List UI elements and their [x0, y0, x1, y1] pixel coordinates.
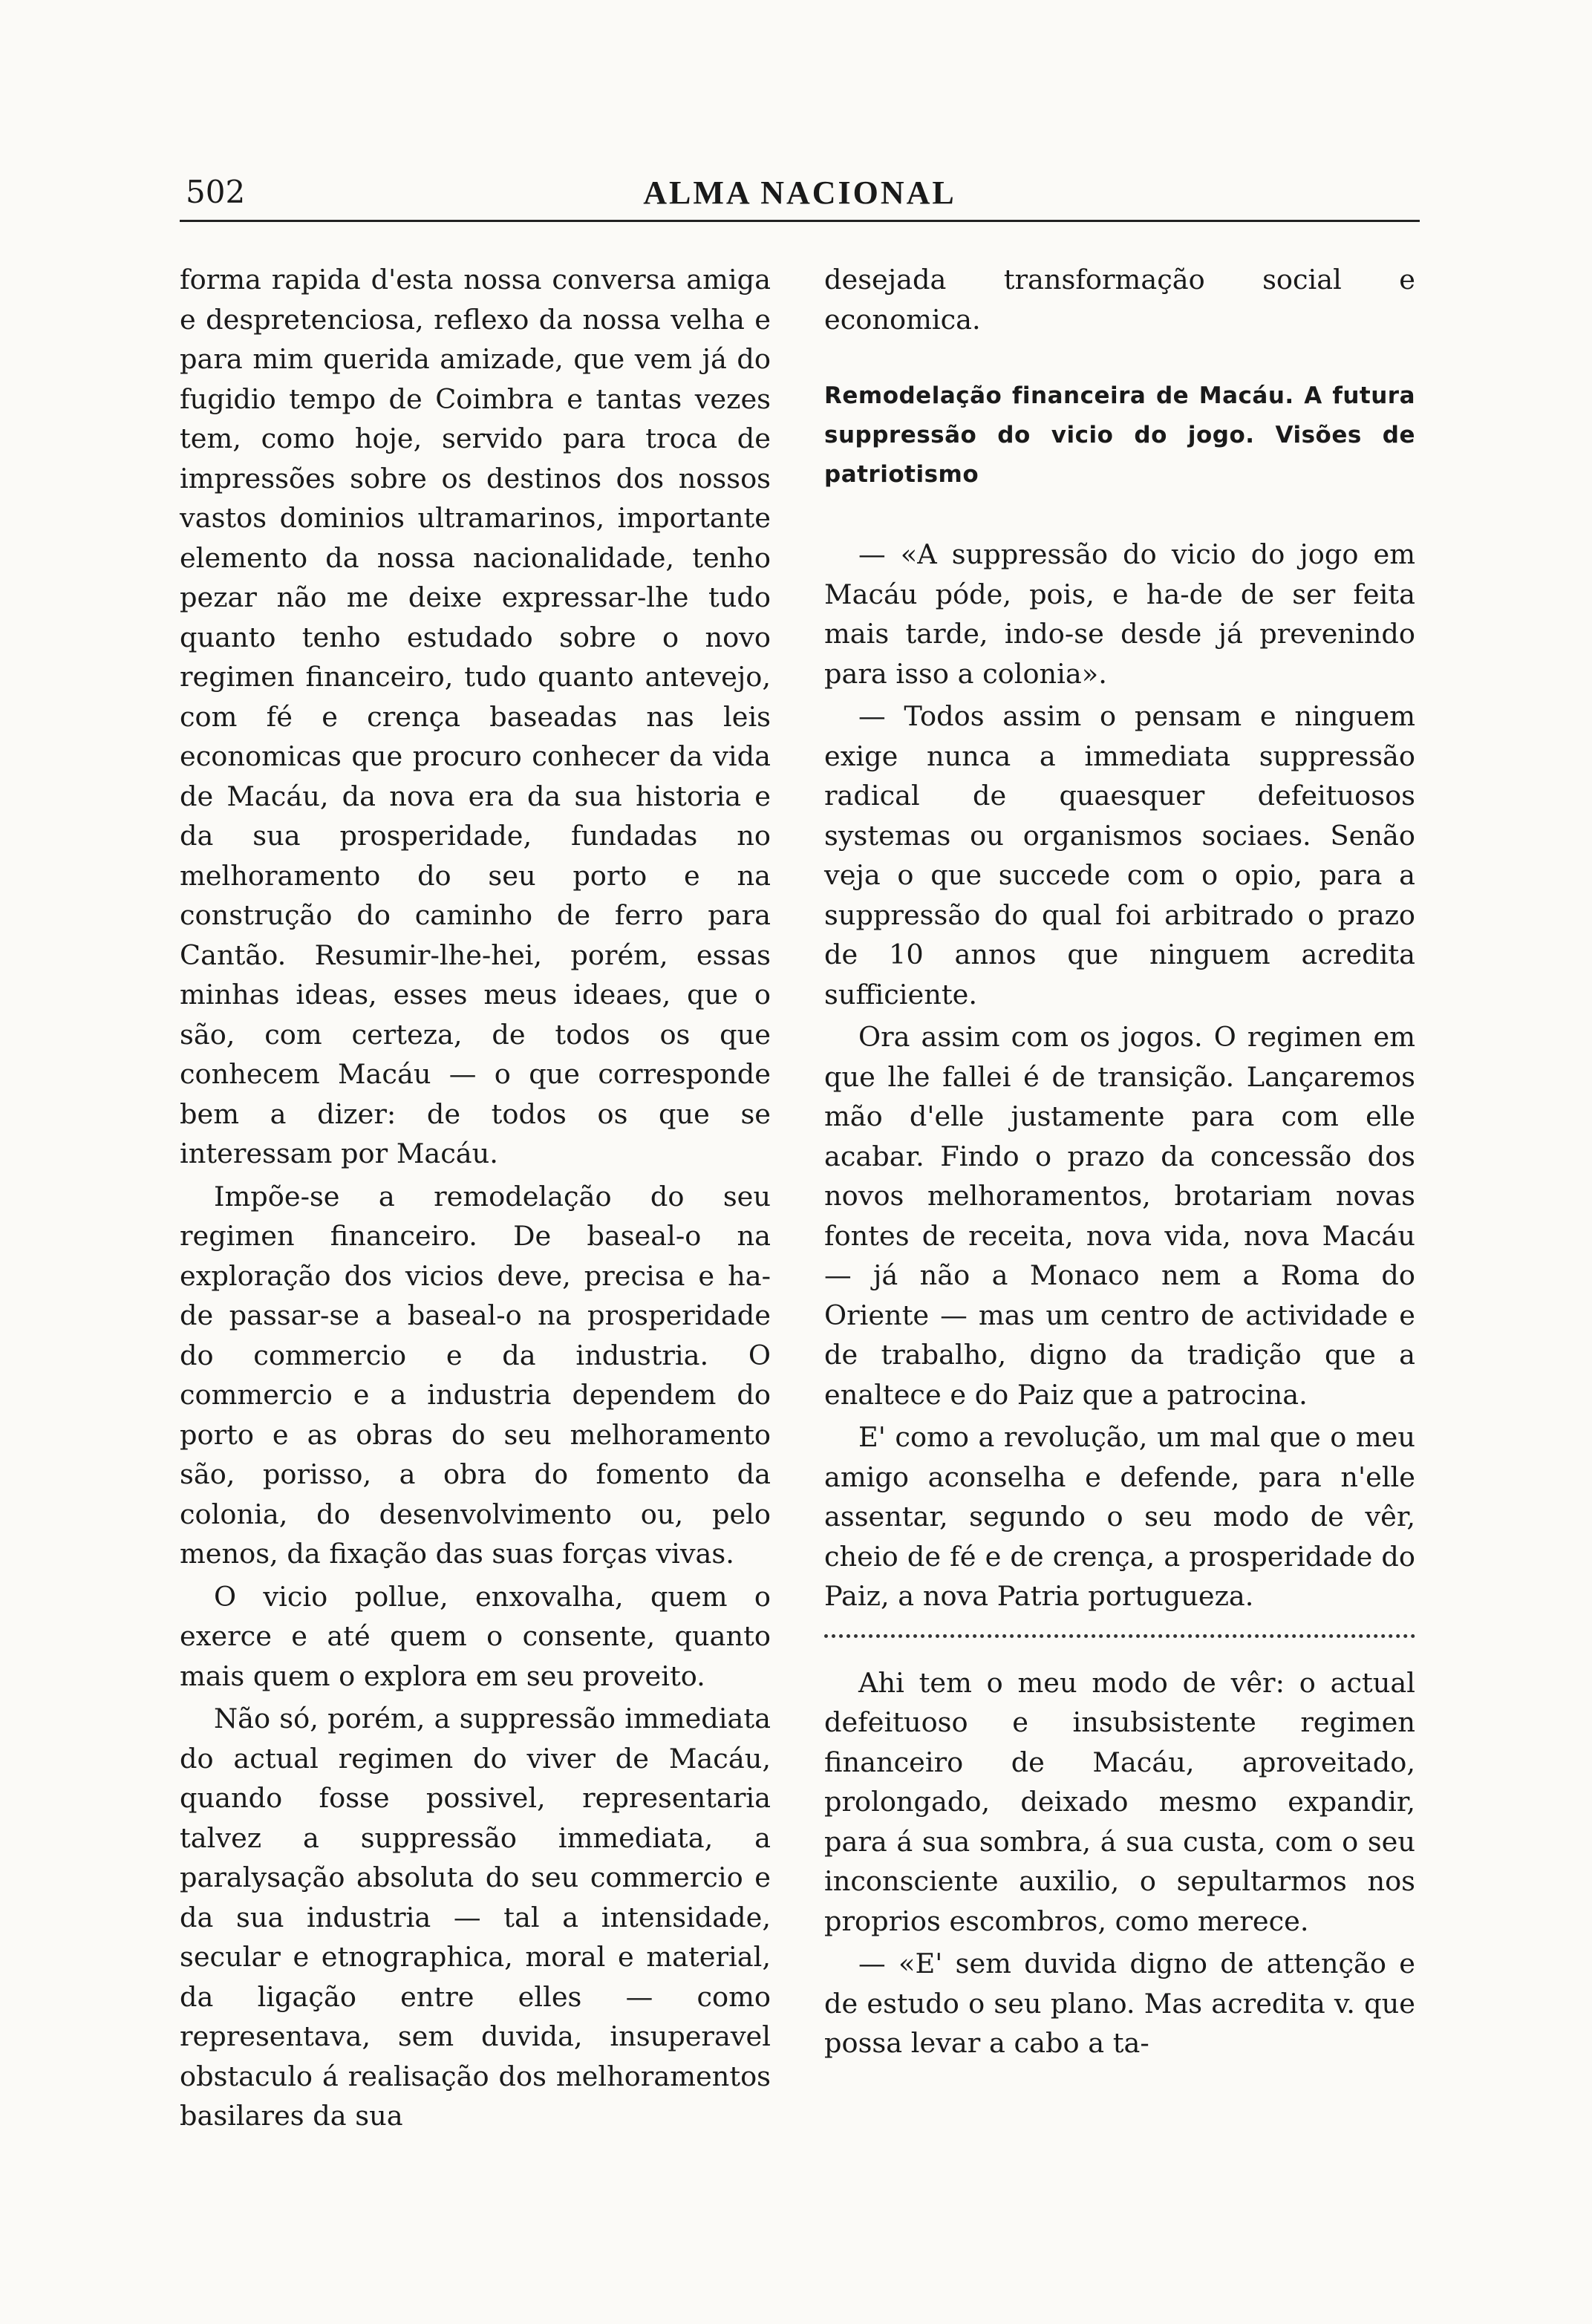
paragraph: O vicio pollue, enxovalha, quem o exerce e até quem o consente, quanto mais quem o explora em seu proveito. — [180, 1580, 771, 1692]
header-rule — [180, 220, 1420, 222]
paragraph: — «A suppressão do vicio do jogo em Macáu póde, pois, e ha-de de ser feita mais tarde, indo-se desde já prevenindo para isso a colonia». — [824, 538, 1415, 690]
left-column — [180, 260, 771, 2139]
paragraph: — Todos assim o pensam e ninguem exige nunca a immediata suppressão radical de quaesquer defeituosos systemas ou organismos sociaes. Senão veja o que succede com o opio, para a suppressão do qual foi arbitrado o prazo de 10 annos que ninguem acredita sufficiente. — [824, 700, 1415, 1011]
paragraph: — «E' sem duvida digno de attenção e de estudo o seu plano. Mas acredita v. que possa levar a cabo a ta- — [824, 1948, 1415, 2059]
page-header — [180, 171, 1420, 224]
paragraph: Impõe-se a remodelação do seu regimen financeiro. De baseal-o na exploração dos vicios deve, precisa e ha-de passar-se a baseal-o na prosperidade do commercio e da industria. O commercio e a industria dependem do porto e as obras do seu melhoramento são, porisso, a obra do fomento da colonia, do desenvolvimento ou, pelo menos, da fixação das suas forças vivas. — [180, 1180, 771, 1570]
paragraph: Ora assim com os jogos. O regimen em que lhe fallei é de transição. Lançaremos mão d'elle justamente para com elle acabar. Findo o prazo da concessão dos novos melhoramentos, brotariam novas fontes de receita, nova vida, nova Macáu — já não a Monaco nem a Roma do Oriente — mas um centro de actividade e de trabalho, digno da tradição que a enaltece e do Paiz que a patrocina. — [824, 1021, 1415, 1411]
paragraph: Não só, porém, a suppressão immediata do actual regimen do viver de Macáu, quando fosse possivel, representaria talvez a suppressão immediata, a paralysação absoluta do seu commercio e da sua industria — tal a intensidade, secular e etnographica, moral e material, da ligação entre elles — como representava, sem duvida, insuperavel obstaculo á realisação dos melhoramentos basilares da sua — [180, 1703, 771, 2132]
paragraph: Ahi tem o meu modo de vêr: o actual defeituoso e insubsistente regimen financeiro de Macáu, aproveitado, prolongado, deixado mesmo expandir, para á sua sombra, á sua custa, com o seu inconsciente auxilio, o sepultarmos nos proprios escombros, como merece. — [824, 1666, 1415, 1937]
paragraph: E' como a revolução, um mal que o meu amigo aconselha e defende, para n'elle assentar, segundo o seu modo de vêr, cheio de fé e de crença, a prosperidade do Paiz, a nova Patria portugueza. — [824, 1421, 1415, 1612]
dotted-separator — [824, 1619, 1415, 1638]
paragraph-continuation: desejada transformação social e economica. — [824, 264, 1415, 336]
running-title: ALMA NACIONAL — [643, 174, 956, 211]
right-column — [824, 260, 1415, 2066]
section-heading: Remodelação financeira de Macáu. A futura suppressão do vicio do jogo. Visões de patriotismo — [824, 382, 1415, 488]
page-number: 502 — [186, 174, 246, 210]
paragraph: forma rapida d'esta nossa conversa amiga e despretenciosa, reflexo da nossa velha e para mim querida amizade, que vem já do fugidio tempo de Coimbra e tantas vezes tem, como hoje, servido para troca de impressões sobre os destinos dos nossos vastos dominios ultramarinos, importante elemento da nossa nacionalidade, tenho pezar não me deixe expressar-lhe tudo quanto tenho estudado sobre o novo regimen financeiro, tudo quanto antevejo, com fé e crença baseadas nas leis economicas que procuro conhecer da vida de Macáu, da nova era da sua historia e da sua prosperidade, fundadas no melhoramento do seu porto e na construção do caminho de ferro para Cantão. Resumir-lhe-hei, porém, essas minhas ideas, esses meus ideaes, que o são, com certeza, de todos os que conhecem Macáu — o que corresponde bem a dizer: de todos os que se interessam por Macáu. — [180, 264, 771, 1169]
